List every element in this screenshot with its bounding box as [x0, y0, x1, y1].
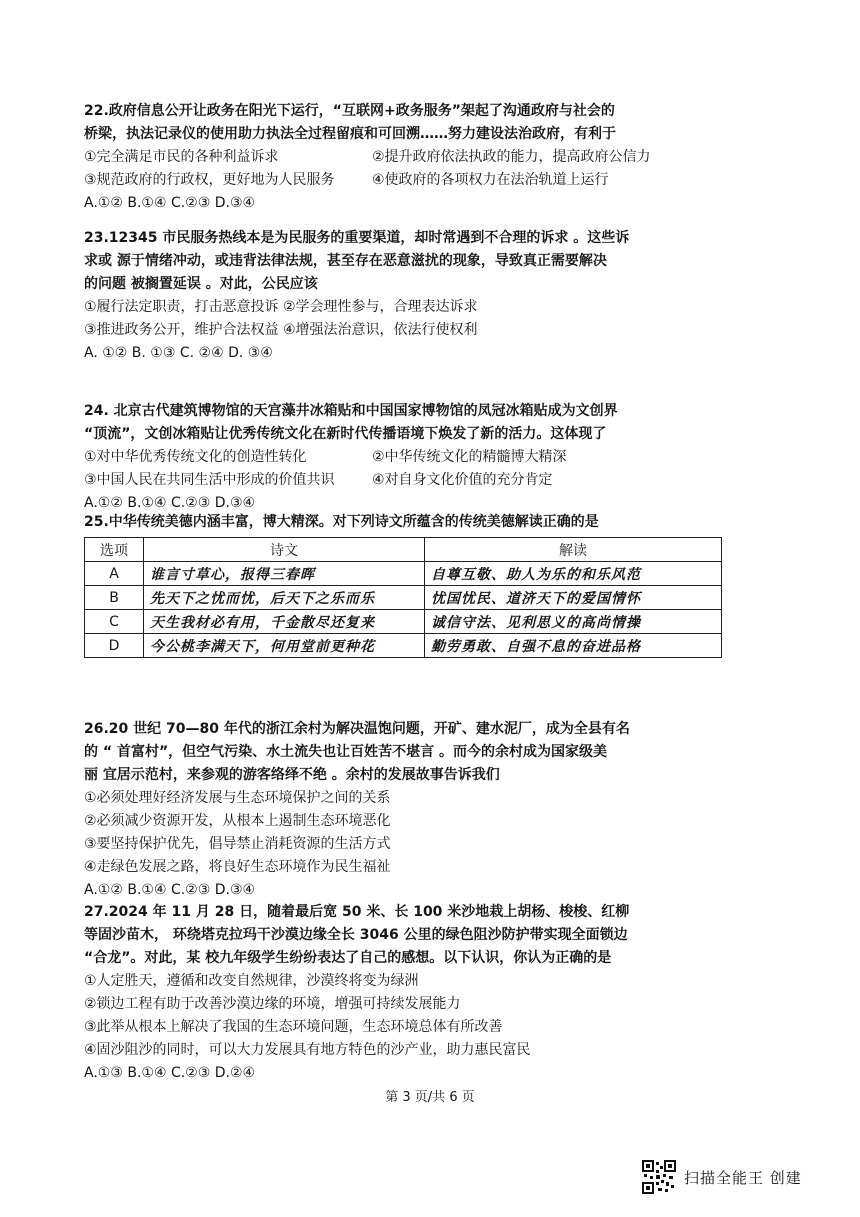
- question-23-answers: A. ①② B. ①③ C. ②④ D. ③④: [84, 345, 273, 361]
- table-cell-option: D: [85, 634, 144, 658]
- question-27-option-2: ②锁边工程有助于改善沙漠边缘的环境，增强可持续发展能力: [84, 996, 461, 1012]
- table-cell-reading: 诚信守法、见利思义的高尚情操: [425, 610, 722, 634]
- table-cell-poem: 天生我材必有用，千金散尽还复来: [144, 610, 425, 634]
- table-cell-poem: 先天下之忧而忧，后天下之乐而乐: [144, 586, 425, 610]
- question-23-options-3-4: ③推进政务公开，维护合法权益 ④增强法治意识，依法行使权利: [84, 322, 478, 338]
- question-24-stem-1: 24. 北京古代建筑博物馆的天宫藻井冰箱贴和中国国家博物馆的凤冠冰箱贴成为文创界: [84, 403, 618, 419]
- table-cell-option: B: [85, 586, 144, 610]
- question-25-stem: 25.中华传统美德内涵丰富，博大精深。对下列诗文所蕴含的传统美德解读正确的是: [84, 514, 599, 530]
- question-24-options-row-1: [84, 446, 734, 469]
- question-24-options-row-2: [84, 469, 734, 492]
- table-row: [85, 562, 722, 586]
- question-23-stem-3: 的问题 被搁置延误 。对此，公民应该: [84, 276, 318, 292]
- question-26-stem-1: 26.20 世纪 70—80 年代的浙江余村为解决温饱问题，开矿、建水泥厂，成为全县有名: [84, 721, 630, 737]
- question-22-options-row-1: [84, 146, 734, 169]
- table-cell-reading: 勤劳勇敢、自强不息的奋进品格: [425, 634, 722, 658]
- table-row: [85, 586, 722, 610]
- question-22-answers: A.①② B.①④ C.②③ D.③④: [84, 195, 256, 211]
- table-cell-poem: 谁言寸草心，报得三春晖: [144, 562, 425, 586]
- watermark-text: 扫描全能王 创建: [684, 1168, 802, 1187]
- question-27-option-1: ①人定胜天，遵循和改变自然规律，沙漠终将变为绿洲: [84, 973, 419, 989]
- question-23-stem-2: 求或 源于情绪冲动，或违背法律法规，甚至存在恶意滋扰的现象，导致真正需要解决: [84, 253, 607, 269]
- question-27-stem-2: 等固沙苗木， 环绕塔克拉玛干沙漠边缘全长 3046 公里的绿色阻沙防护带实现全面锁边: [84, 927, 628, 943]
- table-cell-reading: 自尊互敬、助人为乐的和乐风范: [425, 562, 722, 586]
- question-24-option-1: ①对中华优秀传统文化的创造性转化: [84, 449, 307, 465]
- table-row: [85, 634, 722, 658]
- question-26-option-2: ②必须减少资源开发，从根本上遏制生态环境恶化: [84, 813, 391, 829]
- table-cell-option: C: [85, 610, 144, 634]
- table-cell-reading: 忧国忧民、道济天下的爱国情怀: [425, 586, 722, 610]
- question-26-option-4: ④走绿色发展之路，将良好生态环境作为民生福祉: [84, 859, 391, 875]
- question-26-option-1: ①必须处理好经济发展与生态环境保护之间的关系: [84, 790, 391, 806]
- table-row: [85, 610, 722, 634]
- question-24: [84, 400, 734, 515]
- question-26-stem-3: 丽 宜居示范村，来参观的游客络绎不绝 。余村的发展故事告诉我们: [84, 767, 500, 783]
- question-24-option-3: ③中国人民在共同生活中形成的价值共识: [84, 472, 335, 488]
- question-22-options-row-2: [84, 169, 734, 192]
- question-22: [84, 100, 734, 215]
- table-cell-poem: 今公桃李满天下，何用堂前更种花: [144, 634, 425, 658]
- scanner-watermark: [642, 1160, 802, 1194]
- page-number: 第 3 页/共 6 页: [385, 1090, 475, 1105]
- qr-code-icon: [642, 1160, 676, 1194]
- question-27-answers: A.①③ B.①④ C.②③ D.②④: [84, 1065, 256, 1081]
- question-23: [84, 227, 734, 365]
- question-25-table: [84, 537, 722, 658]
- question-24-answers: A.①② B.①④ C.②③ D.③④: [84, 495, 256, 511]
- question-27: [84, 901, 734, 1085]
- question-27-option-3: ③此举从根本上解决了我国的生态环境问题，生态环境总体有所改善: [84, 1019, 503, 1035]
- question-22-option-2: ②提升政府依法执政的能力，提高政府公信力: [372, 149, 651, 165]
- question-23-options-1-2: ①履行法定职责，打击恶意投诉 ②学会理性参与，合理表达诉求: [84, 299, 478, 315]
- question-27-option-4: ④固沙阻沙的同时，可以大力发展具有地方特色的沙产业，助力惠民富民: [84, 1042, 531, 1058]
- table-header-option: 选项: [85, 538, 144, 562]
- table-cell-option: A: [85, 562, 144, 586]
- table-header-reading: 解读: [425, 538, 722, 562]
- question-22-stem-1: 22.政府信息公开让政务在阳光下运行，“互联网+政务服务”架起了沟通政府与社会的: [84, 103, 615, 119]
- question-22-option-1: ①完全满足市民的各种利益诉求: [84, 149, 279, 165]
- question-25: [84, 511, 734, 534]
- question-22-option-4: ④使政府的各项权力在法治轨道上运行: [372, 172, 609, 188]
- question-26-stem-2: 的 “ 首富村”，但空气污染、水土流失也让百姓苦不堪言 。而今的余村成为国家级美: [84, 744, 608, 760]
- question-24-stem-2: “顶流”，文创冰箱贴让优秀传统文化在新时代传播语境下焕发了新的活力。这体现了: [84, 426, 607, 442]
- question-24-option-4: ④对自身文化价值的充分肯定: [372, 472, 553, 488]
- question-22-option-3: ③规范政府的行政权，更好地为人民服务: [84, 172, 335, 188]
- question-22-stem-2: 桥梁，执法记录仪的使用助力执法全过程留痕和可回溯……努力建设法治政府，有利于: [84, 126, 616, 142]
- question-23-stem-1: 23.12345 市民服务热线本是为民服务的重要渠道，却时常遇到不合理的诉求 。这些诉: [84, 230, 630, 246]
- question-26-option-3: ③要坚持保护优先，倡导禁止消耗资源的生活方式: [84, 836, 391, 852]
- table-header-poem: 诗文: [144, 538, 425, 562]
- question-26: [84, 718, 734, 902]
- question-27-stem-3: “合龙”。对此，某 校九年级学生纷纷表达了自己的感想。以下认识，你认为正确的是: [84, 950, 612, 966]
- table-header-row: [85, 538, 722, 562]
- question-24-option-2: ②中华传统文化的精髓博大精深: [372, 449, 567, 465]
- question-26-answers: A.①② B.①④ C.②③ D.③④: [84, 882, 256, 898]
- question-27-stem-1: 27.2024 年 11 月 28 日，随着最后宽 50 米、长 100 米沙地栽上胡杨、梭梭、红柳: [84, 904, 630, 920]
